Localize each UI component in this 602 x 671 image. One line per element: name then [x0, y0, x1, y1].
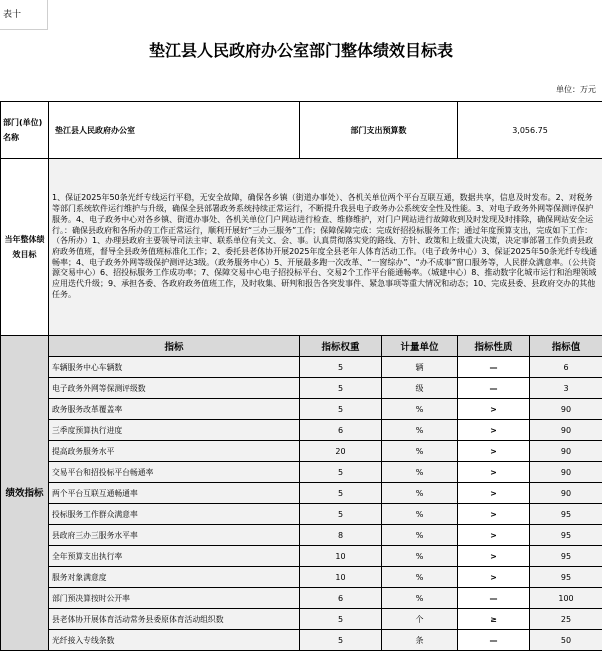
indicator-value: 90	[530, 441, 602, 462]
indicator-unit: 辆	[382, 357, 458, 378]
indicator-weight: 6	[300, 588, 382, 609]
unit-label: 单位：万元	[556, 85, 596, 94]
indicator-unit: 条	[382, 630, 458, 651]
budget-label: 部门支出预算数	[300, 102, 458, 159]
table-row	[1, 567, 602, 588]
indicator-value: 25	[530, 609, 602, 630]
indicator-nature: —	[458, 378, 530, 399]
indicator-unit: %	[382, 462, 458, 483]
table-row	[1, 378, 602, 399]
indicator-unit: %	[382, 588, 458, 609]
indicator-nature: >	[458, 525, 530, 546]
indicator-nature: >	[458, 462, 530, 483]
dept-label: 部门(单位)名称	[1, 102, 49, 159]
budget-value: 3,056.75	[458, 102, 602, 159]
indicator-name: 县老体协开展体育活动常务县委原体育活动组织数	[49, 609, 300, 630]
page-title: 垫江县人民政府办公室部门整体绩效目标表	[148, 41, 453, 60]
table-row	[1, 462, 602, 483]
table-row	[1, 420, 602, 441]
indicator-nature: >	[458, 567, 530, 588]
indicator-weight: 5	[300, 462, 382, 483]
indicator-value: 90	[530, 462, 602, 483]
table-row	[1, 546, 602, 567]
indicator-name: 投标服务工作群众满意率	[49, 504, 300, 525]
dept-name: 垫江县人民政府办公室	[49, 102, 300, 159]
indicator-name: 提高政务服务水平	[49, 441, 300, 462]
table-row	[1, 630, 602, 651]
indicator-name: 三季度预算执行进度	[49, 420, 300, 441]
indicator-nature: >	[458, 504, 530, 525]
perf-label: 绩效指标	[1, 336, 49, 651]
table-row	[1, 525, 602, 546]
indicator-weight: 5	[300, 483, 382, 504]
indicator-name: 两个平台互联互通畅通率	[49, 483, 300, 504]
header-indicator: 指标	[49, 336, 300, 357]
table-row	[1, 441, 602, 462]
indicator-unit: %	[382, 525, 458, 546]
goals-text: 1、保证2025年50条光纤专线运行平稳，无安全故障，确保各乡镇（街道办事处）、各机关单位两个平台互联互通，数据共享，信息及时发布。2、对税务等部门系统软件运行维护与升级，确保全县部署政务系统持续正常运行，不断提升我县电子政务办公系统安全性及性能。3、对电子政务外网等保测评保护服务。4、电子政务中心对各乡镇、街道办事处、各机关单位门户网站进行检查、维修维护，对门户网站进行故障收到及时发现及时排除，确保网站安全运行。：确保县政府和各所办的工作正常运行，顺利开展好“三办三服务”工作；保障保障完成：完成好招投标服务工作；通过年度预算支出，完成如下工作：（各所办）1、办理县政府主要领导司法主审、联系单位有关文、会、事。认真贯彻落实党的路线、方针、政策和上级重大决策，决定事部署工作负责县政府政务值班，督导全县政务值班标准化工作；2、委托县老体协开展2025年度全县老年人体育活动工作。（电子政务中心）3、保证2025年50条光纤专线通畅率；4、电子政务外网等级保护测评达3级。（政务服务中心）5、开展最多跑一次改革、“一窗综办”、“办不成事”窗口服务等，人民群众满意率。（公共资源交易中心）6、招投标服务工作成功率；7、保障交易中心电子招投标平台、交易2个工作平台能通畅率。（城建中心）8、推动数字化城市运行和治理领域应用迭代升级；9、承担各委、各政府政务值班工作，及时收集、研判和报告各突发事件、紧急事项等重大情况和动态；10、完成县委、县政府交办的其他任务。	[49, 159, 602, 336]
indicator-unit: %	[382, 441, 458, 462]
indicator-value: 6	[530, 357, 602, 378]
indicator-nature: >	[458, 483, 530, 504]
indicator-nature: —	[458, 588, 530, 609]
indicator-value: 90	[530, 420, 602, 441]
indicator-value: 95	[530, 525, 602, 546]
table-row	[1, 399, 602, 420]
header-weight: 指标权重	[300, 336, 382, 357]
indicator-name: 电子政务外网等保测评级数	[49, 378, 300, 399]
indicator-weight: 5	[300, 630, 382, 651]
indicator-weight: 10	[300, 546, 382, 567]
indicator-nature: >	[458, 546, 530, 567]
table-row	[1, 504, 602, 525]
table-row	[1, 588, 602, 609]
target-table	[0, 101, 602, 651]
indicator-weight: 5	[300, 504, 382, 525]
indicator-nature: —	[458, 630, 530, 651]
indicator-weight: 5	[300, 399, 382, 420]
goals-label: 当年整体绩效目标	[1, 159, 49, 336]
indicator-unit: %	[382, 567, 458, 588]
indicator-value: 3	[530, 378, 602, 399]
indicator-name: 车辆服务中心车辆数	[49, 357, 300, 378]
indicator-weight: 8	[300, 525, 382, 546]
indicator-name: 政务服务改革覆盖率	[49, 399, 300, 420]
indicator-weight: 5	[300, 378, 382, 399]
indicator-unit: 个	[382, 609, 458, 630]
indicator-unit: %	[382, 399, 458, 420]
indicator-name: 交易平台和招投标平台畅通率	[49, 462, 300, 483]
indicator-value: 50	[530, 630, 602, 651]
indicator-name: 光纤接入专线条数	[49, 630, 300, 651]
indicator-name: 县政府三办三服务水平率	[49, 525, 300, 546]
indicator-nature: —	[458, 357, 530, 378]
indicator-nature: ≥	[458, 609, 530, 630]
indicator-unit: %	[382, 504, 458, 525]
indicator-weight: 5	[300, 357, 382, 378]
header-nature: 指标性质	[458, 336, 530, 357]
indicator-value: 90	[530, 399, 602, 420]
indicator-nature: >	[458, 420, 530, 441]
header-value: 指标值	[530, 336, 602, 357]
indicator-weight: 10	[300, 567, 382, 588]
header-unit: 计量单位	[382, 336, 458, 357]
indicator-value: 95	[530, 504, 602, 525]
indicator-unit: %	[382, 483, 458, 504]
table-row	[1, 483, 602, 504]
table-tag: 表十	[0, 0, 48, 30]
indicator-value: 100	[530, 588, 602, 609]
indicator-unit: %	[382, 420, 458, 441]
indicator-weight: 20	[300, 441, 382, 462]
indicator-value: 90	[530, 483, 602, 504]
indicator-value: 95	[530, 546, 602, 567]
indicator-name: 服务对象满意度	[49, 567, 300, 588]
indicator-name: 部门预决算按时公开率	[49, 588, 300, 609]
indicator-value: 95	[530, 567, 602, 588]
indicator-nature: >	[458, 399, 530, 420]
indicator-nature: >	[458, 441, 530, 462]
indicator-weight: 6	[300, 420, 382, 441]
indicator-weight: 5	[300, 609, 382, 630]
table-row	[1, 609, 602, 630]
indicator-name: 全年预算支出执行率	[49, 546, 300, 567]
indicator-unit: %	[382, 546, 458, 567]
indicator-unit: 级	[382, 378, 458, 399]
table-row	[1, 357, 602, 378]
